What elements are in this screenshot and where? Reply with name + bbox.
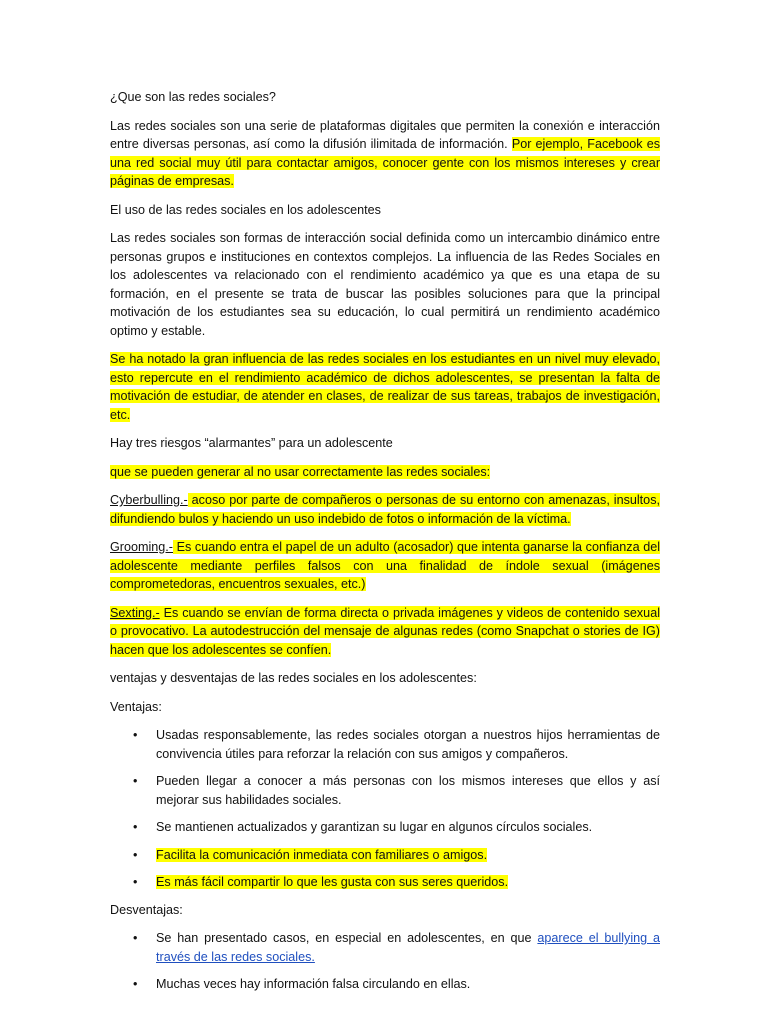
list-item-text: Usadas responsablemente, las redes sociales otorgan a nuestros hijos herramientas de convivencia útiles para reforzar la relación con sus amigos y compañeros. xyxy=(156,728,660,761)
bullet-icon: • xyxy=(133,847,138,862)
list-item-text: Pueden llegar a conocer a más personas con los mismos intereses que ellos y así mejorar sus habilidades sociales. xyxy=(156,774,660,807)
paragraph-notado xyxy=(110,350,660,424)
example-rest-1: , Facebook es una xyxy=(110,137,661,170)
riesgos-highlight: que se pueden generar al no usar correctamente las redes sociales: xyxy=(110,464,491,479)
risk-text: acoso por parte de compañeros o personas de su entorno con amenazas, insultos, difundiendo bulos y haciendo un uso indebido de fotos o información de la víctima. xyxy=(110,493,660,526)
list-item xyxy=(110,818,660,837)
question-heading: ¿Que son las redes sociales? xyxy=(110,90,276,104)
list-item xyxy=(110,975,660,994)
list-item-text: Es más fácil compartir lo que les gusta con sus seres queridos. xyxy=(156,875,509,889)
example-strong-2: red social xyxy=(136,155,192,170)
list-item xyxy=(110,846,660,865)
example-strong: Por ejemplo xyxy=(511,137,580,151)
risk-term: Grooming.- xyxy=(110,540,173,554)
bullet-icon: • xyxy=(133,977,138,991)
list-item xyxy=(110,929,660,966)
risk-term: Sexting.- xyxy=(110,605,160,620)
list-item-text: Se mantienen actualizados y garantizan su lugar en algunos círculos sociales. xyxy=(156,820,593,834)
intro-text: Las redes sociales son una serie de plataformas digitales que permiten la conexión e interacción entre diversas personas, así como la difusión ilimitada de información. xyxy=(110,118,660,151)
section-heading-ventajas-desventajas: ventajas y desventajas de las redes sociales en los adolescentes: xyxy=(110,671,477,685)
section-heading-riesgos: Hay tres riesgos “alarmantes” para un adolescente xyxy=(110,436,393,450)
list-item xyxy=(110,726,660,763)
section-heading-uso: El uso de las redes sociales en los adolescentes xyxy=(110,202,381,217)
ventajas-label: Ventajas: xyxy=(110,699,162,714)
list-item xyxy=(110,873,660,892)
list-item xyxy=(110,772,660,809)
list-item-text: Se han presentado casos, en especial en adolescentes, en que xyxy=(156,931,538,945)
bullying-link[interactable]: aparece el bullying a través de las redes sociales. xyxy=(156,931,660,964)
intro-paragraph xyxy=(110,117,660,191)
risk-text: Es cuando se envían de forma directa o privada imágenes y videos de contenido sexual o provocativo. La autodestrucción del mensaje de algunas redes (como Snapchat o stories de IG) hacen que los adolescentes se confíen. xyxy=(110,605,660,657)
bullet-icon: • xyxy=(133,931,138,945)
riesgos-subheading xyxy=(110,463,660,482)
risk-text: Es cuando entra el papel de un adulto (acosador) que intenta ganarse la confianza del adolescente mediante perfiles falsos con una finalidad de índole sexual (imágenes comprometedoras, encuentros sexuales, etc.) xyxy=(110,540,660,591)
bullet-icon: • xyxy=(133,875,138,889)
list-item-text: Muchas veces hay información falsa circulando en ellas. xyxy=(156,977,471,991)
desventajas-label: Desventajas: xyxy=(110,902,183,917)
bullet-icon: • xyxy=(133,728,138,742)
bullet-icon: • xyxy=(133,774,138,788)
list-item-text: Facilita la comunicación inmediata con familiares o amigos. xyxy=(156,847,488,862)
paragraph-influencia: Las redes sociales son formas de interacción social definida como un intercambio dinámico entre personas grupos e instituciones en contextos complejos. La influencia de las Redes Sociales en los adolescentes va relacionado con el rendimiento académico ya que es una etapa de su formación, en el presente se trata de buscar las posibles soluciones para que la principal motivación de los estudiantes sea su educación, lo cual permitirá un rendimiento académico optimo y estable. xyxy=(110,231,660,338)
risk-grooming xyxy=(110,538,660,594)
notado-highlight: Se ha notado la gran influencia de las redes sociales en los estudiantes en un nivel muy elevado, esto repercute en el rendimiento académico de dichos adolescentes, se presentan la falta de motivación de estudiar, de atender en clases, de realizar de sus tareas, trabajos de investigación, etc. xyxy=(110,352,660,422)
bullet-icon: • xyxy=(133,820,138,834)
risk-term: Cyberbulling.- xyxy=(110,493,188,507)
risk-sexting xyxy=(110,604,660,660)
ventajas-list xyxy=(110,726,660,892)
example-rest-2: muy útil para contactar amigos, conocer gente con los mismos intereses y crear páginas de empresas. xyxy=(110,155,661,188)
risk-cyberbulling xyxy=(110,491,660,528)
desventajas-list xyxy=(110,929,660,994)
